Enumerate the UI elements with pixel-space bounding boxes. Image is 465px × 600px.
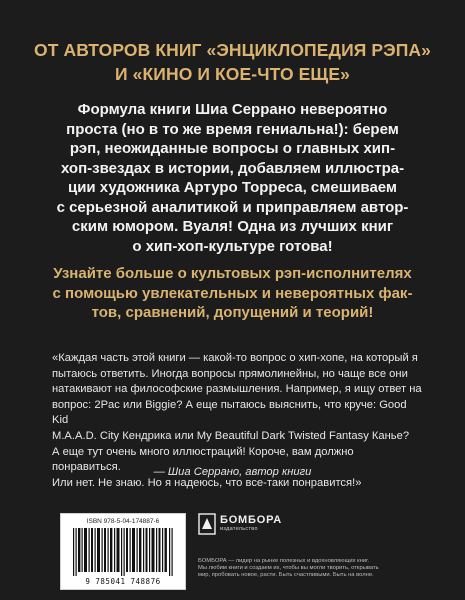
quote-line: M.A.A.D. City Кендрика или My Beautiful Dark Twisted Fantasy Канье? (52, 429, 410, 442)
description-line: рэп, неожиданные вопросы о главных хип- (69, 140, 396, 157)
isbn-label: ISBN 978-5-04-174887-6 (86, 518, 160, 525)
publisher-blurb-line: БОМБОРА — лидер на рынке полезных и вдохновляющих книг. (198, 558, 370, 564)
quote-line: натакивают на философские размышления. Например, я ищу ответ на (52, 383, 422, 396)
barcode-bars (69, 528, 177, 576)
publisher-blurb-line: мир, пробовать новое, расти. Быть счастливыми. Быть на волне. (198, 572, 374, 579)
promo-text (34, 264, 431, 323)
quote-line: «Каждая часть этой книги — какой-то вопрос о хип-хопе, на который я (52, 352, 418, 364)
barcode-digits: 9 785041 748876 (85, 577, 161, 586)
quote-line: пытаюсь ответить. Иногда вопросы прямолинейны, но чаще все они (52, 367, 408, 380)
header-line-2: И «КИНО И КОЕ-ЧТО ЕЩЕ» (115, 64, 350, 84)
promo-line: с помощью увлекательных и невероятных фак- (52, 284, 413, 302)
promo-line: тов, сравнений, допущений и теорий! (91, 304, 374, 321)
cover-header (20, 38, 445, 86)
bombora-icon (198, 513, 216, 535)
publisher-name: БОМБОРА (220, 514, 283, 526)
publisher-logo (198, 513, 282, 535)
quote-line: вопрос: 2Pac или Biggie? А еще пытаюсь выяснить, что круче: Good Kid (52, 398, 407, 427)
publisher-subtitle: издательство (220, 526, 258, 532)
barcode (60, 513, 186, 590)
quote-signature: — Шиа Серрано, автор книги (153, 466, 312, 478)
description-line: с серьезной аналитикой и приправляем автор- (56, 198, 409, 216)
publisher-blurb (198, 558, 418, 580)
quote-line: Или нет. Не знаю. Но я надеюсь, что все-таки понравится!» (52, 476, 362, 489)
quote-line: А еще тут очень много иллюстраций! Короче, вам должно понравиться. (52, 445, 354, 474)
header-line-1: ОТ АВТОРОВ КНИГ «ЭНЦИКЛОПЕДИЯ РЭПА» (34, 40, 431, 60)
description-line: Формула книги Шиа Серрано невероятно (77, 101, 388, 118)
description-line: хоп-звездах в истории, добавляем иллюстра- (60, 159, 405, 177)
promo-line: Узнайте больше о культовых рэп-исполнителях (53, 265, 412, 282)
book-description (50, 100, 415, 256)
description-line: ским юмором. Вуаля! Одна из лучших книг (71, 218, 394, 235)
description-line: ции художника Артуро Торреса, смешиваем (67, 179, 398, 196)
publisher-blurb-line: Мы любим книги и создаем их, чтобы вы могли творить, открывать (198, 565, 379, 572)
description-line: проста (но в то же время гениальна!): берем (66, 120, 399, 138)
description-line: о хип-хоп-культуре готова! (132, 237, 333, 255)
